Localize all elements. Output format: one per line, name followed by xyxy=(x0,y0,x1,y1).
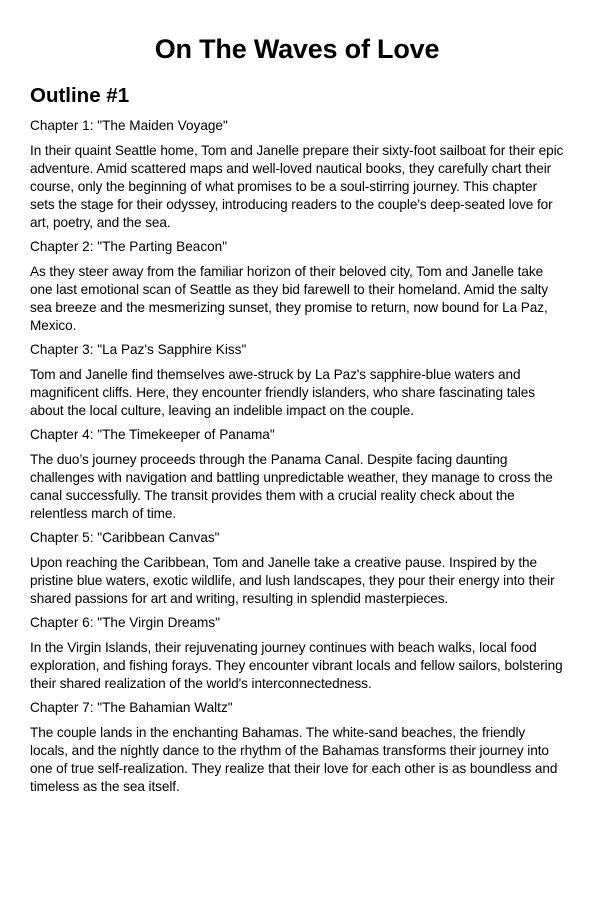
chapter-body: Tom and Janelle find themselves awe-struck by La Paz's sapphire-blue waters and magnificent cliffs. Here, they encounter friendly islanders, who share fascinating tales about the local culture, leaving an indelible impact on the couple. xyxy=(30,367,536,418)
chapter-1 xyxy=(30,117,564,232)
chapter-title: Chapter 7: "The Bahamian Waltz" xyxy=(30,700,233,715)
chapter-title: Chapter 2: "The Parting Beacon" xyxy=(30,239,228,254)
chapter-list xyxy=(30,117,564,796)
chapter-4 xyxy=(30,426,564,523)
chapter-title: Chapter 6: "The Virgin Dreams" xyxy=(30,615,220,630)
chapter-2 xyxy=(30,238,564,335)
chapter-body: As they steer away from the familiar horizon of their beloved city, Tom and Janelle take one last emotional scan of Seattle as they bid farewell to their homeland. Amid the salty sea breeze and the mesmerizing sunset, they promise to return, now bound for La Paz, Mexico. xyxy=(30,264,549,333)
chapter-body: Upon reaching the Caribbean, Tom and Janelle take a creative pause. Inspired by the pristine blue waters, exotic wildlife, and lush landscapes, they pour their energy into their shared passions for art and writing, resulting in splendid masterpieces. xyxy=(30,555,555,606)
chapter-6 xyxy=(30,614,564,693)
chapter-body: In the Virgin Islands, their rejuvenating journey continues with beach walks, local food exploration, and fishing forays. They encounter vibrant locals and fellow sailors, bolstering their shared realization of the world's interconnectedness. xyxy=(30,640,563,691)
chapter-body: The couple lands in the enchanting Bahamas. The white-sand beaches, the friendly locals, and the nightly dance to the rhythm of the Bahamas transforms their journey into one of true self-realization. They realize that their love for each other is as boundless and timeless as the sea itself. xyxy=(30,725,558,794)
chapter-title: Chapter 3: "La Paz's Sapphire Kiss" xyxy=(30,342,247,357)
chapter-body: The duo’s journey proceeds through the Panama Canal. Despite facing daunting challenges with navigation and battling unpredictable weather, they manage to cross the canal successfully. The transit provides them with a crucial reality check about the relentless march of time. xyxy=(30,452,553,521)
outline-heading: Outline #1 xyxy=(30,84,130,107)
chapter-7 xyxy=(30,699,564,796)
chapter-title: Chapter 4: "The Timekeeper of Panama" xyxy=(30,427,275,442)
chapter-5 xyxy=(30,529,564,608)
chapter-body: In their quaint Seattle home, Tom and Janelle prepare their sixty-foot sailboat for their epic adventure. Amid scattered maps and well-loved nautical books, they carefully chart their course, only the beginning of what promises to be a soul-stirring journey. This chapter sets the stage for their odyssey, introducing readers to the couple's deep-seated love for art, poetry, and the sea. xyxy=(30,143,564,230)
chapter-3 xyxy=(30,341,564,420)
document-title: On The Waves of Love xyxy=(154,34,440,64)
chapter-title: Chapter 1: "The Maiden Voyage" xyxy=(30,118,228,133)
chapter-title: Chapter 5: "Caribbean Canvas" xyxy=(30,530,220,545)
